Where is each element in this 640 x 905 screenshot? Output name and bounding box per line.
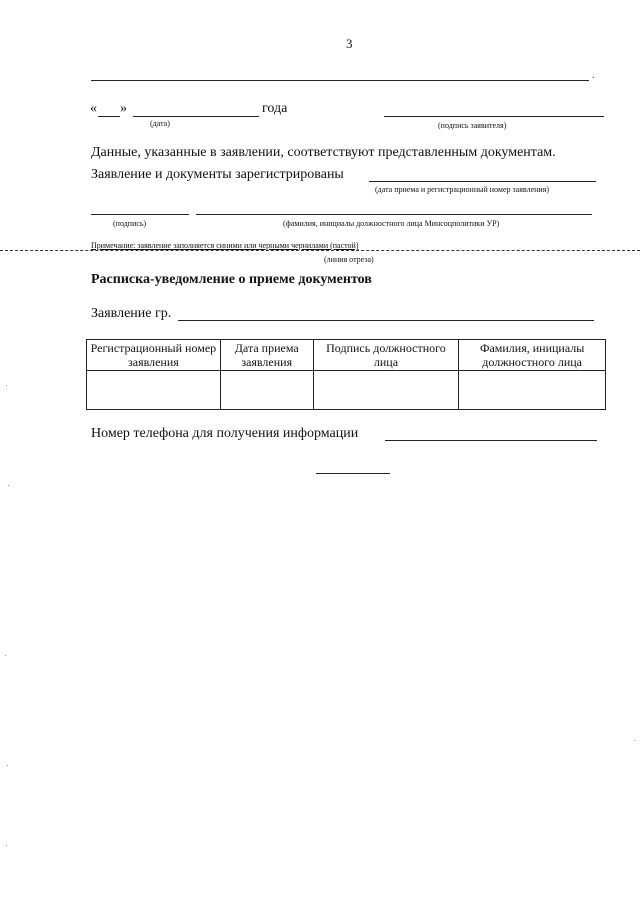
registered-text: Заявление и документы зарегистрированы <box>91 167 344 182</box>
close-quote: » <box>120 101 127 116</box>
open-quote: « <box>90 101 97 116</box>
cut-line <box>0 250 640 251</box>
note-text: Примечание: заявление заполняется синими или черными чернилами (пастой) <box>91 241 359 250</box>
applicant-signature-caption: (подпись заявителя) <box>438 121 507 130</box>
phone-label: Номер телефона для получения информации <box>91 426 359 441</box>
top-line-dot: . <box>592 70 595 81</box>
scan-speck <box>5 655 6 656</box>
day-blank[interactable] <box>98 116 120 117</box>
receipt-title: Расписка-уведомление о приеме документов <box>91 272 372 287</box>
phone-blank[interactable] <box>385 440 597 441</box>
table-header-row <box>87 340 606 371</box>
scan-speck <box>634 740 635 741</box>
receipt-table <box>86 339 606 410</box>
registration-blank[interactable] <box>369 181 596 182</box>
header-acceptance-date: Дата приема заявления <box>220 340 313 371</box>
month-year-blank[interactable] <box>133 116 259 117</box>
official-signature-blank[interactable] <box>91 214 189 215</box>
cell-acceptance-date[interactable] <box>220 371 313 410</box>
header-official-name: Фамилия, инициалы должностного лица <box>459 340 606 371</box>
date-caption: (дата) <box>150 119 170 128</box>
official-name-blank[interactable] <box>196 214 592 215</box>
registration-caption: (дата приема и регистрационный номер заявления) <box>375 185 550 194</box>
official-signature-caption: (подпись) <box>113 219 147 228</box>
header-official-signature: Подпись должностного лица <box>313 340 459 371</box>
header-registration-number: Регистрационный номер заявления <box>87 340 221 371</box>
year-word: года <box>262 101 288 116</box>
table-row <box>87 371 606 410</box>
statement-text: Данные, указанные в заявлении, соответствуют представленным документам. <box>91 145 556 160</box>
scan-speck <box>6 385 7 386</box>
applicant-label: Заявление гр. <box>91 306 172 321</box>
applicant-signature-blank[interactable] <box>384 116 604 117</box>
top-blank-line <box>91 80 589 81</box>
cell-official-signature[interactable] <box>313 371 459 410</box>
official-name-caption: (фамилия, инициалы должностного лица Минсоцполитики УР) <box>283 219 500 228</box>
cell-registration-number[interactable] <box>87 371 221 410</box>
cell-official-name[interactable] <box>459 371 606 410</box>
cut-line-caption: (линия отреза) <box>324 255 374 264</box>
scan-speck <box>7 765 8 766</box>
applicant-name-blank[interactable] <box>178 320 594 321</box>
end-rule <box>316 473 390 474</box>
scan-speck <box>6 845 7 846</box>
page-number: 3 <box>346 36 353 51</box>
scan-speck <box>8 485 9 486</box>
